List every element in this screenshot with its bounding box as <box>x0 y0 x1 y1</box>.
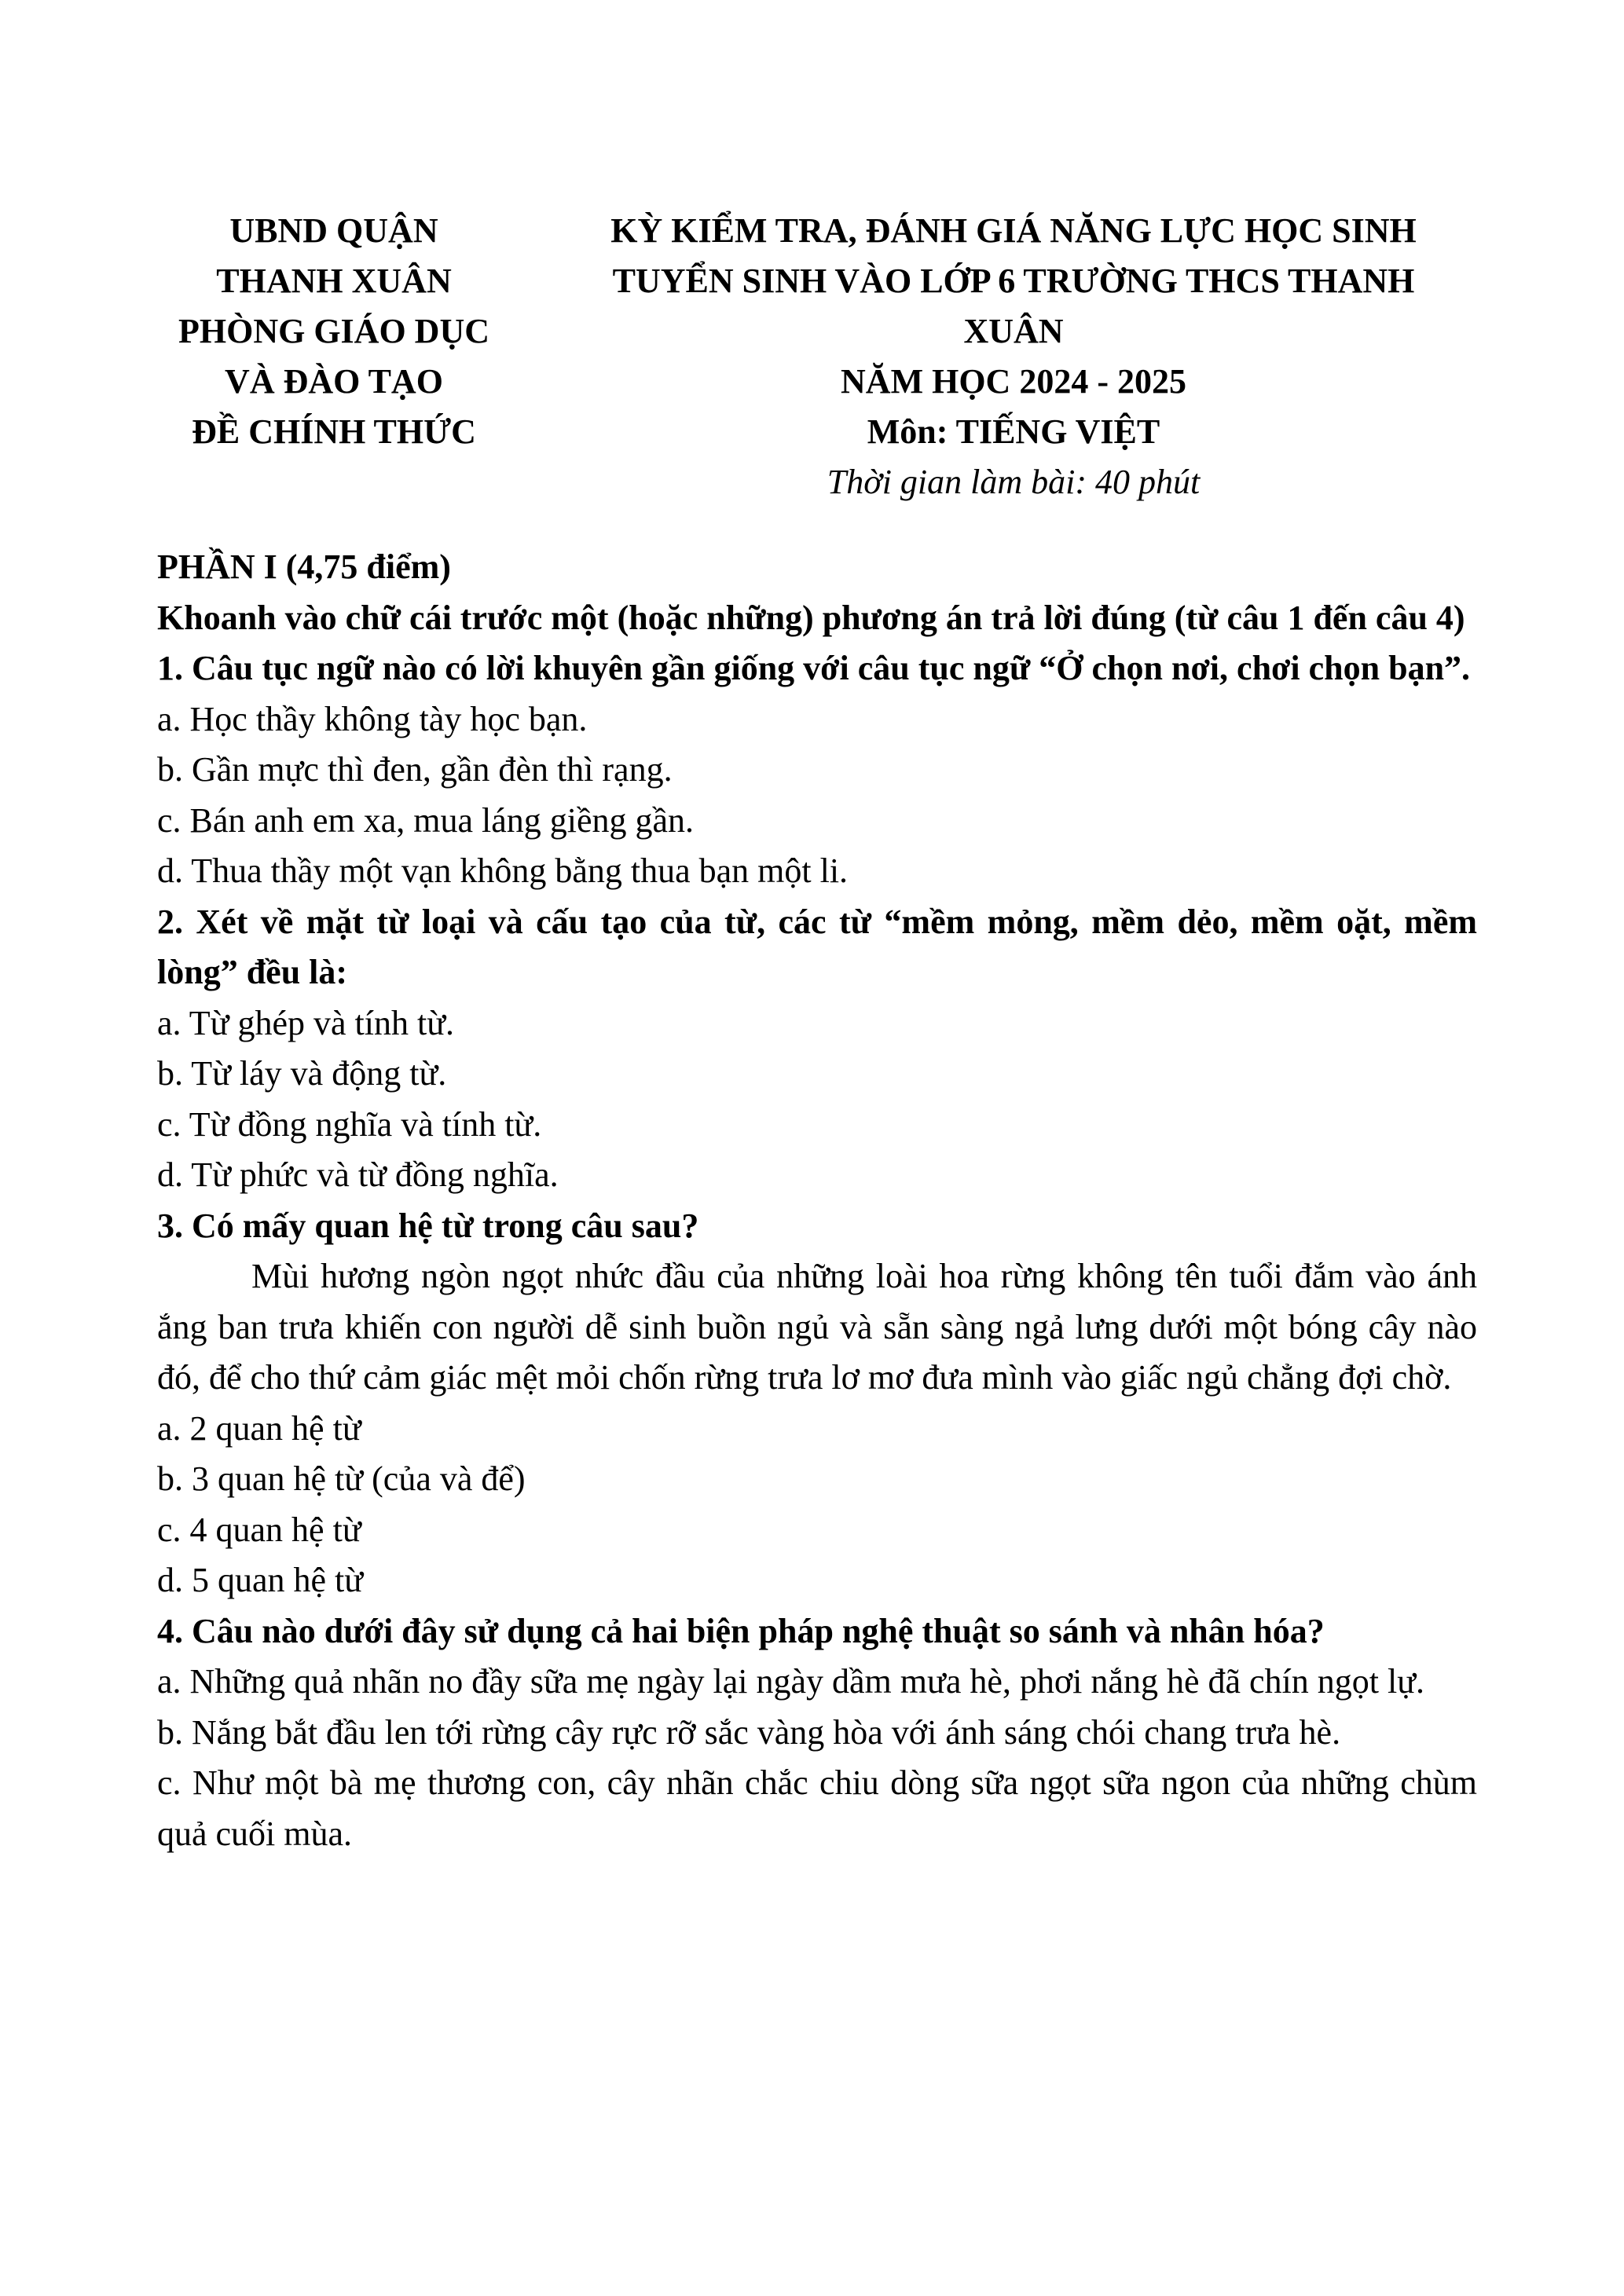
authority-line: UBND QUẬN <box>229 211 438 250</box>
answer-option: b. Từ láy và động từ. <box>157 1054 447 1093</box>
quoted-passage: Mùi hương ngòn ngọt nhức đầu của những loài hoa rừng không tên tuổi đắm vào ánh ắng ban trưa khiến con người dễ sinh buồn ngủ và sẵn sàng ngả lưng dưới một bóng cây nào đó, để cho thứ cảm giác mệt mỏi chốn rừng trưa lơ mơ đưa mình vào giấc ngủ chẳng đợi chờ. <box>157 1257 1477 1397</box>
answer-option: d. Thua thầy một vạn không bằng thua bạn một li. <box>157 851 849 890</box>
answer-option: b. Nắng bắt đầu len tới rừng cây rực rỡ sắc vàng hòa với ánh sáng chói chang trưa hè. <box>157 1712 1341 1752</box>
answer-option: b. 3 quan hệ từ (của và để) <box>157 1459 526 1498</box>
exam-title-line: XUÂN <box>963 312 1064 350</box>
question-text: 1. Câu tục ngữ nào có lời khuyên gần giống với câu tục ngữ “Ở chọn nơi, chơi chọn bạn”. <box>157 649 1471 687</box>
part-instruction: Khoanh vào chữ cái trước một (hoặc những) phương án trả lời đúng (từ câu 1 đến câu 4) <box>157 598 1465 637</box>
question-4 <box>157 1606 1477 1860</box>
issuing-authority-block <box>157 206 511 457</box>
answer-option: c. 4 quan hệ từ <box>157 1510 361 1549</box>
question-text: 3. Có mấy quan hệ từ trong câu sau? <box>157 1206 699 1245</box>
exam-title-block <box>550 206 1477 507</box>
subject: Môn: TIẾNG VIỆT <box>867 412 1160 451</box>
authority-line: THANH XUÂN <box>216 262 452 300</box>
time-limit: Thời gian làm bài: 40 phút <box>827 463 1201 501</box>
answer-option: d. Từ phức và từ đồng nghĩa. <box>157 1155 559 1194</box>
answer-option: c. Từ đồng nghĩa và tính từ. <box>157 1104 542 1144</box>
answer-option: a. Những quả nhãn no đầy sữa mẹ ngày lại ngày dầm mưa hè, phơi nắng hè đã chín ngọt lự. <box>157 1662 1425 1701</box>
question-text: 4. Câu nào dưới đây sử dụng cả hai biện pháp nghệ thuật so sánh và nhân hóa? <box>157 1611 1325 1650</box>
exam-body <box>157 542 1477 1859</box>
authority-line: VÀ ĐÀO TẠO <box>225 362 443 401</box>
answer-option: c. Như một bà mẹ thương con, cây nhãn chắc chiu dòng sữa ngọt sữa ngon của những chùm quả cuối mùa. <box>157 1763 1477 1853</box>
answer-option: c. Bán anh em xa, mua láng giềng gần. <box>157 800 695 840</box>
official-exam-label: ĐỀ CHÍNH THỨC <box>192 412 476 451</box>
question-text: 2. Xét về mặt từ loại và cấu tạo của từ, các từ “mềm mỏng, mềm dẻo, mềm oặt, mềm lòng” đều là: <box>157 902 1477 991</box>
question-1 <box>157 643 1477 897</box>
answer-option: b. Gần mực thì đen, gần đèn thì rạng. <box>157 750 673 789</box>
answer-option: a. 2 quan hệ từ <box>157 1408 361 1448</box>
answer-option: d. 5 quan hệ từ <box>157 1561 364 1599</box>
exam-title-line: TUYỂN SINH VÀO LỚP 6 TRƯỜNG THCS THANH <box>612 262 1415 300</box>
exam-header <box>157 206 1477 504</box>
question-2 <box>157 897 1477 1201</box>
authority-line: PHÒNG GIÁO DỤC <box>178 312 489 350</box>
answer-option: a. Từ ghép và tính từ. <box>157 1003 455 1042</box>
part-title: PHẦN I (4,75 điểm) <box>157 547 451 586</box>
question-3 <box>157 1201 1477 1606</box>
answer-option: a. Học thầy không tày học bạn. <box>157 699 588 738</box>
exam-title-line: KỲ KIỂM TRA, ĐÁNH GIÁ NĂNG LỰC HỌC SINH <box>610 211 1417 250</box>
school-year: NĂM HỌC 2024 - 2025 <box>841 362 1186 401</box>
